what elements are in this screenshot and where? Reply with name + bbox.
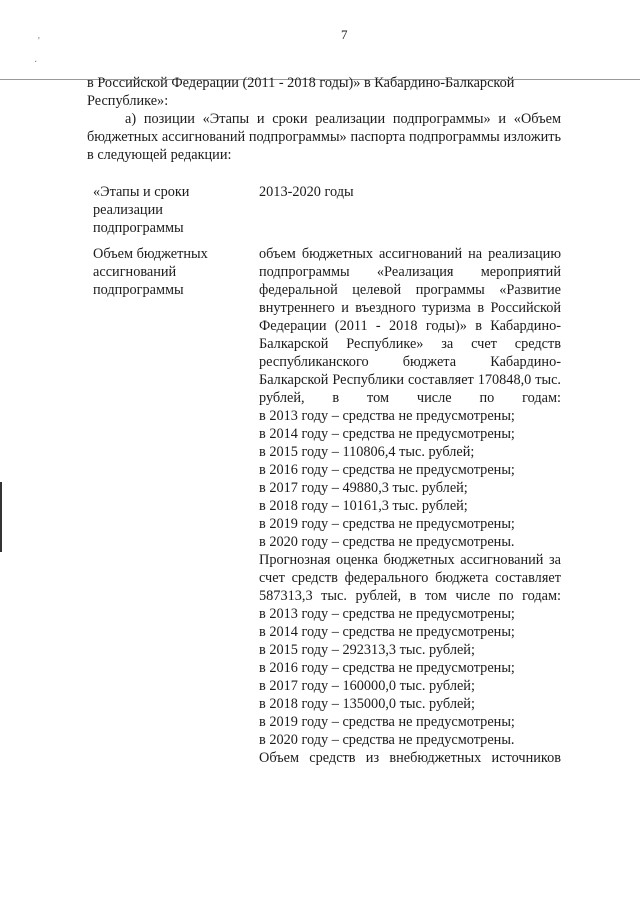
year-line: в 2019 году – средства не предусмотрены; [259,714,515,730]
year-line: в 2015 году – 292313,3 тыс. рублей; [259,642,475,658]
intro-text [87,74,561,164]
year-line: в 2017 году – 160000,0 тыс. рублей; [259,678,475,694]
paragraph-a: а) позиции «Этапы и сроки реализации подпрограммы» и «Объем бюджетных ассигнований подпрограммы» паспорта подпрограммы изложить в следующей редакции: [87,111,561,163]
year-line: в 2020 году – средства не предусмотрены. [259,732,515,748]
year-line: в 2013 году – средства не предусмотрены; [259,408,515,424]
year-line: в 2015 году – 110806,4 тыс. рублей; [259,444,475,460]
federal-budget-text: Прогнозная оценка бюджетных ассигнований за счет средств федерального бюджета составляет 587313,3 тыс. рублей, в том числе по годам: [259,552,561,604]
intro-line: в Российской Федерации (2011 - 2018 годы)» в Кабардино-Балкарской [87,75,515,91]
year-line: в 2016 году – средства не предусмотрены; [259,660,515,676]
row-label: «Этапы и сроки реализации подпрограммы [93,184,190,236]
year-line: в 2014 году – средства не предусмотрены; [259,426,515,442]
year-line: в 2020 году – средства не предусмотрены. [259,534,515,550]
scan-edge-mark [0,482,2,552]
year-line: в 2014 году – средства не предусмотрены; [259,624,515,640]
year-line: в 2018 году – 135000,0 тыс. рублей; [259,696,475,712]
row-value [259,245,561,767]
row-label: Объем бюджетных ассигнований подпрограммы [93,246,208,298]
page-number: 7 [341,27,348,42]
year-line: в 2016 году – средства не предусмотрены; [259,462,515,478]
scan-speck: · [34,57,38,68]
year-line: в 2013 году – средства не предусмотрены; [259,606,515,622]
year-line: в 2019 году – средства не предусмотрены; [259,516,515,532]
row-value: 2013-2020 годы [259,184,354,200]
extra-budget-text: Объем средств из внебюджетных источников [259,750,561,766]
year-line: в 2018 году – 10161,3 тыс. рублей; [259,498,468,514]
intro-line: Республике»: [87,93,169,109]
scan-speck: ' [38,36,40,47]
year-line: в 2017 году – 49880,3 тыс. рублей; [259,480,468,496]
regional-budget-text: объем бюджетных ассигнований на реализацию подпрограммы «Реализация мероприятий федеральной целевой программы «Развитие внутреннего и въездного туризма в Российской Федерации (2011 - 2018 годы)» в Кабардино-Балкарской Республике» за счет средств республиканского бюджета Кабардино-Балкарской Республики составляет 170848,0 тыс. рублей, в том числе по годам: [259,246,561,406]
